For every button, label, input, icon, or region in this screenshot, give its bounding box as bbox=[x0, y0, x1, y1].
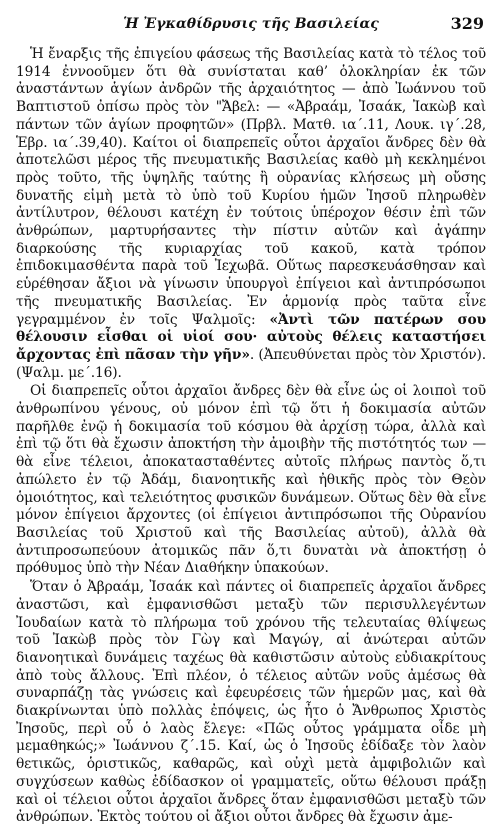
page-header bbox=[16, 10, 486, 36]
text-run: Ἡ ἔναρξις τῆς ἐπιγείου φάσεως τῆς Βασιλείας κατὰ τὸ τέλος τοῦ 1914 ἐννοοῦμεν ὅτι θὰ συνίσταται καθ’ ὁλοκληρίαν ἐκ τῶν ἀναστάντων ἁγίων ἀνδρῶν τῆς ἀρχαιότητος — ἀπὸ Ἰωάννου τοῦ Βαπτιστοῦ ὀπίσω πρὸς τὸν "Ἄβελ: — «Ἀβραάμ, Ἰσαάκ, Ἰακὼβ καὶ πάντων τῶν ἁγίων προφητῶν» (Πρβλ. Ματθ. ια΄.11, Λουκ. ιγ΄.28, Ἑβρ. ια΄.39,40). Καίτοι οἱ διαπρεπεῖς οὗτοι ἀρχαῖοι ἄνδρες δὲν θὰ ἀποτελῶσι μέρος τῆς πνευματικῆς Βασιλείας καθὸ μὴ κεκλημένοι πρὸς τοῦτο, τῆς ὑψηλῆς ταύτης ἢ οὐρανίας κλήσεως μὴ οὔσης δυνατῆς εἰμὴ μετὰ τὸ ὑπὸ τοῦ Κυρίου ἡμῶν Ἰησοῦ πληρωθὲν ἀντίλυτρον, θέλουσι κατέχη ἐν τούτοις ὑπέροχον θέσιν ἐπὶ τῶν ἀνθρώπων, μαρτυρήσαντες τὴν πίστιν αὐτῶν καὶ ἀγάπην διαρκούσης τῆς κυριαρχίας τοῦ κακοῦ, κατὰ τρόπον ἐπιδοκιμασθέντα παρὰ τοῦ Ἰεχωβᾶ. Οὕτως παρεσκευάσθησαν καὶ εὑρέθησαν ἄξιοι νὰ γίνωσιν ὑπουργοὶ ἐπίγειοι καὶ ἀντιπρόσωποι τῆς πνευματικῆς Βασιλείας. Ἐν ἁρμονίᾳ πρὸς ταῦτα εἶνε γεγραμμένον ἐν τοῖς Ψαλμοῖς: bbox=[16, 46, 486, 328]
page-number: 329 bbox=[450, 14, 484, 33]
paragraph bbox=[16, 383, 486, 578]
text-run: Ὅταν ὁ Ἀβραάμ, Ἰσαάκ καὶ πάντες οἱ διαπρεπεῖς ἀρχαῖοι ἄνδρες ἀναστῶσι, καὶ ἐμφανισθῶσι μεταξὺ τῶν περισυλλεγέντων Ἰουδαίων κατὰ τὸ πλήρωμα τοῦ χρόνου τῆς τελευταίας θλίψεως τοῦ Ἰακὼβ πρὸς τὸν Γὼγ καὶ Μαγώγ, αἱ ἀνώτεραι αὐτῶν διανοητικαὶ δυνάμεις ταχέως θὰ καθιστῶσιν αὐτοὺς εὐδιακρίτους ἀπὸ τοὺς ἄλλους. Ἐπὶ πλέον, ὁ τέλειος αὐτῶν νοῦς ἀμέσως θὰ συναρπάζῃ τὰς γνώσεις καὶ ἐφευρέσεις τῶν ἡμερῶν μας, καὶ θὰ διακρίνωνται ὑπὸ πολλὰς ἐπόψεις, ὡς ἦτο ὁ Ἄνθρωπος Χριστὸς Ἰησοῦς, περὶ οὗ ὁ λαὸς ἔλεγε: «Πῶς οὗτος γράμματα οἶδε μὴ μεμαθηκώς;» Ἰωάννου ζ΄.15. Καί, ὡς ὁ Ἰησοῦς ἐδίδαξε τὸν λαὸν θετικῶς, ὁριστικῶς, καθαρῶς, καὶ οὐχὶ μετὰ ἀμφιβολιῶν καὶ συγχύσεων καθὼς ἐδίδασκον οἱ γραμματεῖς, οὕτω θέλουσι πράξῃ καὶ οἱ τέλειοι οὗτοι ἀρχαῖοι ἄνδρες ὅταν ἐμφανισθῶσι μεταξὺ τῶν ἀνθρώπων. Ἐκτὸς τούτου οἱ ἄξιοι οὗτοι ἄνδρες θὰ ἔχωσιν ἀμε- bbox=[16, 579, 486, 826]
bold-quote: «Ἀντὶ τῶν πατέρων σου θέλουσιν εἶσθαι οἱ υἱοί σου· αὐτοὺς θέλεις καταστήσει ἄρχοντας ἐπὶ πᾶσαν τὴν γῆν» bbox=[16, 311, 486, 363]
running-title: Ἡ Ἐγκαθίδρυσις τῆς Βασιλείας bbox=[123, 16, 379, 32]
paragraph bbox=[16, 46, 486, 382]
text-run: . (Ἀπευθύνεται πρὸς τὸν Χριστόν). (Ψαλμ. με΄.16). bbox=[16, 346, 486, 381]
text-run: Οἱ διαπρεπεῖς οὗτοι ἀρχαῖοι ἄνδρες δὲν θὰ εἶνε ὡς οἱ λοιποὶ τοῦ ἀνθρωπίνου γένους, οὐ μόνον ἐπὶ τῷ ὅτι ἡ δοκιμασία αὐτῶν παρῆλθε ἐνῷ ἡ δοκιμασία τοῦ κόσμου θὰ ἀρχίσῃ τώρα, ἀλλὰ καὶ ἐπὶ τῷ ὅτι θὰ ἔχωσιν ἀποκτήση τὴν ἀμοιβὴν τῆς πιστότητός των — θὰ εἶνε τέλειοι, ἀποκατασταθέντες αὐτοῖς πλήρως παντὸς ὅ,τι ἀπώλετο ἐν τῷ Ἀδάμ, διανοητικῆς καὶ ἠθικῆς πρὸς τὸν Θεὸν ὁμοιότητος, καὶ τελειότητος φυσικῶν δυνάμεων. Οὕτως δὲν θὰ εἶνε μόνον ἐπίγειοι ἄρχοντες (οἱ ἐπίγειοι ἀντιπρόσωποι τῆς Οὐρανίου Βασιλείας τοῦ Χριστοῦ καὶ τῆς Βασιλείας αὐτοῦ), ἀλλὰ θὰ ἀντιπροσωπεύουν ἀτομικῶς πᾶν ὅ,τι δυνατὰι νὰ ἀποκτήσῃ ὁ πρόθυμος ὑπὸ τὴν Νέαν Διαθήκην ὑπακούων. bbox=[16, 383, 486, 577]
paragraph bbox=[16, 579, 486, 827]
body-text bbox=[16, 46, 486, 827]
